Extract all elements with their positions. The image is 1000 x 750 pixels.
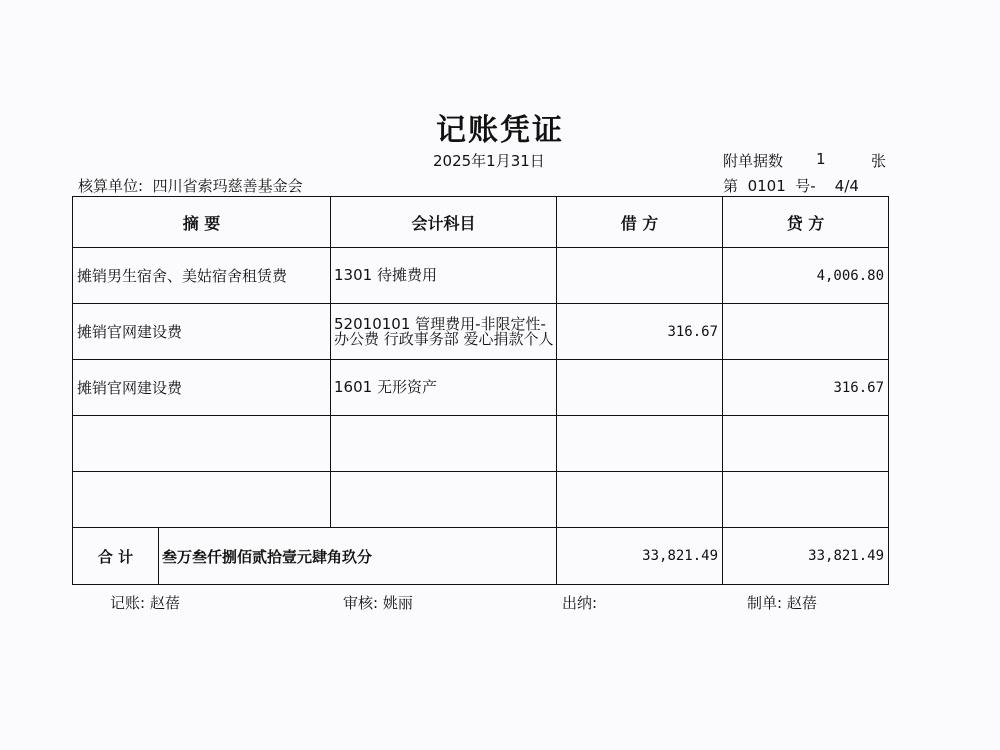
voucher-number	[723, 175, 859, 196]
table-row	[73, 304, 889, 360]
reviewer-name: 姚丽	[382, 594, 413, 612]
reviewer-label: 审核:	[343, 594, 379, 612]
voucher-no-suffix: 号-	[795, 177, 816, 195]
cashier-label: 出纳:	[562, 594, 598, 612]
table-row	[73, 248, 889, 304]
row-credit	[723, 472, 889, 528]
row-credit	[723, 304, 889, 360]
table-header	[73, 197, 889, 248]
table-row	[73, 360, 889, 416]
voucher-date: 2025年1月31日	[433, 152, 545, 170]
row-summary: 摊销官网建设费	[73, 304, 331, 360]
row-account: 1601 无形资产	[331, 360, 557, 416]
attachment-count: 1	[816, 150, 826, 168]
total-label: 合 计	[73, 528, 159, 585]
row-account	[331, 472, 557, 528]
row-credit	[723, 416, 889, 472]
unit-label: 核算单位:	[78, 177, 144, 195]
total-credit: 33,821.49	[723, 528, 889, 585]
table-row	[73, 472, 889, 528]
row-debit: 316.67	[557, 304, 723, 360]
header-account: 会计科目	[331, 197, 557, 248]
row-summary	[73, 472, 331, 528]
preparer-label: 制单:	[747, 594, 783, 612]
row-debit	[557, 360, 723, 416]
row-summary: 摊销官网建设费	[73, 360, 331, 416]
attachment-label: 附单据数	[723, 152, 784, 170]
row-credit: 4,006.80	[723, 248, 889, 304]
row-account: 52010101 管理费用-非限定性-办公费 行政事务部 爱心捐款个人	[331, 304, 557, 360]
row-summary: 摊销男生宿舍、美姑宿舍租赁费	[73, 248, 331, 304]
voucher-table	[72, 196, 889, 585]
voucher-page: 4/4	[834, 177, 859, 195]
row-account	[331, 416, 557, 472]
total-row	[73, 528, 889, 585]
row-credit: 316.67	[723, 360, 889, 416]
row-debit	[557, 416, 723, 472]
header-summary: 摘 要	[73, 197, 331, 248]
total-debit: 33,821.49	[557, 528, 723, 585]
voucher-title: 记账凭证	[436, 113, 564, 148]
bookkeeper	[110, 592, 180, 613]
attachment-unit: 张	[871, 152, 887, 170]
row-debit	[557, 248, 723, 304]
header-credit: 贷 方	[723, 197, 889, 248]
unit-name: 四川省索玛慈善基金会	[152, 177, 303, 195]
preparer	[747, 592, 817, 613]
bookkeeper-name: 赵蓓	[149, 594, 180, 612]
attachment-info	[723, 150, 887, 171]
row-summary	[73, 416, 331, 472]
bookkeeper-label: 记账:	[110, 594, 146, 612]
voucher-no-label: 第	[723, 177, 739, 195]
table-row	[73, 416, 889, 472]
cashier	[562, 592, 597, 613]
row-account: 1301 待摊费用	[331, 248, 557, 304]
total-amount-words: 叁万叁仟捌佰贰拾壹元肆角玖分	[159, 528, 557, 585]
voucher-no-value: 0101	[747, 177, 786, 195]
header-debit: 借 方	[557, 197, 723, 248]
accounting-unit	[78, 175, 303, 196]
row-debit	[557, 472, 723, 528]
preparer-name: 赵蓓	[786, 594, 817, 612]
reviewer	[343, 592, 413, 613]
